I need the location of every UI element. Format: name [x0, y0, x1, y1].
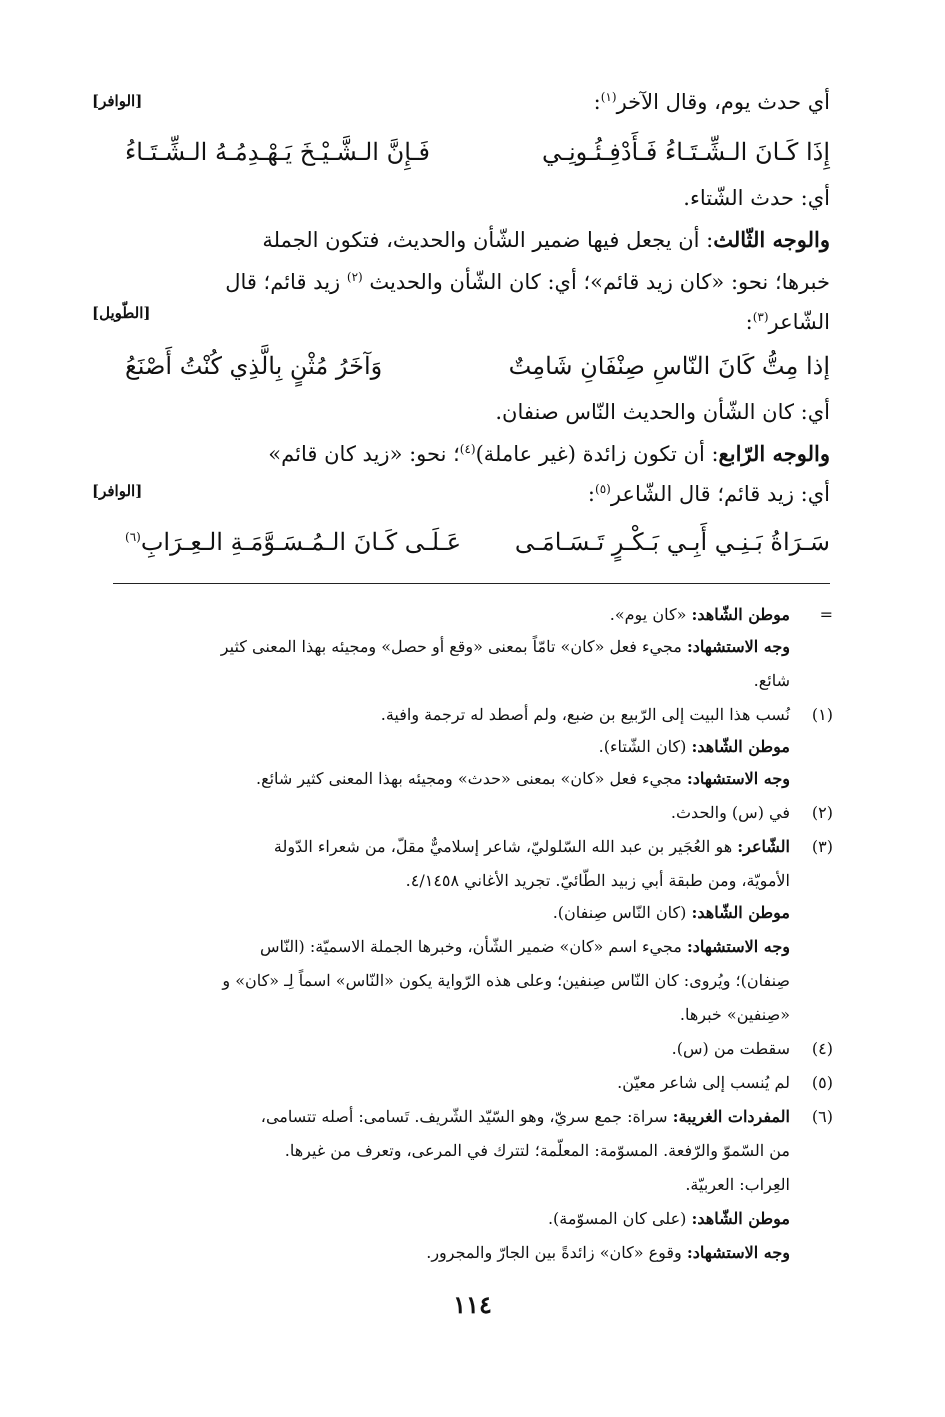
footnote-line: المفردات الغريبة: سراة: جمع سريّ، وهو السّيّد الشّريف. تَسامى: أصله تتسامى،	[260, 1107, 790, 1126]
footnote-ref[interactable]: (٣)	[752, 310, 769, 324]
footnote-line: شائع.	[753, 671, 790, 690]
footnote-number: (٣)	[811, 837, 833, 856]
footnote-line: موطن الشّاهد: «كان يوم».	[609, 605, 790, 624]
section-heading: والوجه الثّالث	[713, 227, 830, 252]
verse-hemistich-first: سَـرَاةُ بَـنِـي أَبِـي بَـكْـرٍ تَـسَـامَـى	[514, 528, 830, 556]
footnote-line: وجه الاستشهاد: مجيء فعل «كان» تامّاً بمعنى «وقع أو حصل» ومجيئه بهذا المعنى كثير	[220, 637, 790, 656]
footnote-number: (١)	[811, 705, 833, 724]
footnote-line: نُسب هذا البيت إلى الرّبيع بن ضبع، ولم أصطد له ترجمة وافية.	[380, 705, 790, 724]
verse-hemistich-first: إِذَا كَـانَ الـشِّـتَـاءُ فَـأَدْفِـئُـونِـي	[541, 138, 830, 166]
footnote-number: (٥)	[811, 1073, 833, 1092]
footnote-line: وجه الاستشهاد: مجيء اسم «كان» ضمير الشّأن، وخبرها الجملة الاسميّة: (النّاس	[259, 937, 790, 956]
footnote-line: سقطت من (س).	[671, 1039, 790, 1058]
verse-hemistich-first: إذا مِتُّ كَانَ النّاسِ صِنْفَانِ شَامِتٌ	[508, 352, 830, 380]
footnote-separator	[113, 583, 830, 584]
footnote-ref[interactable]: (٥)	[595, 482, 611, 496]
footnote-line: موطن الشّاهد: (كان الشّتاء).	[598, 737, 790, 756]
footnote-line: موطن الشّاهد: (كان النّاس صِنفان).	[552, 903, 790, 922]
footnote-line: العِراب: العربيّة.	[685, 1175, 790, 1194]
footnote-line: في (س) والحدث.	[670, 803, 790, 822]
paragraph-fourth-aspect-line-1: والوجه الرّابع: أن تكون زائدة (غير عاملة)$^{(٤)}$؛ نحو: «زيد كان قائم»	[268, 441, 830, 466]
verse-hemistich-second: عَـلَـى كَـانَ الـمُـسَـوَّمَـةِ الـعِـرَابِ$^{(٦)}$	[125, 528, 462, 556]
footnote-number: (٦)	[811, 1107, 833, 1126]
footnote-line: «صِنفين» خبرها.	[679, 1005, 790, 1024]
meter-label: [الطّويل]	[92, 304, 151, 322]
footnote-line: الأمويّة، ومن طبقة أبي زبيد الطّائيّ. تجريد الأغاني ٤/١٤٥٨.	[405, 871, 790, 890]
footnote-number: (٢)	[811, 803, 833, 822]
paragraph-third-aspect-line-1: والوجه الثّالث: أن يجعل فيها ضمير الشّأن والحديث، فتكون الجملة	[262, 227, 830, 252]
meter-label: [الوافر]	[92, 482, 143, 500]
paragraph-fourth-aspect-line-2: أي: زيد قائم؛ قال الشّاعر$^{(٥)}$:	[587, 482, 830, 506]
body-line-2: أي: حدث الشّتاء.	[683, 186, 830, 210]
footnote-line: الشّاعر: هو العُجَير بن عبد الله السّلوليّ، شاعر إسلاميٌّ مقلّ، من شعراء الدّولة	[273, 837, 790, 856]
paragraph-third-aspect-line-3: الشّاعر$^{(٣)}$:	[745, 310, 830, 334]
footnote-line: لم يُنسب إلى شاعر معيّن.	[617, 1073, 790, 1092]
page-number: ١١٤	[453, 1290, 492, 1319]
footnote-ref[interactable]: (٤)	[459, 442, 476, 456]
footnote-ref[interactable]: (١)	[600, 90, 617, 104]
footnote-ref[interactable]: (٦)	[125, 530, 141, 544]
body-line-1: أي حدث يوم، وقال الآخر$^{(١)}$:	[593, 90, 830, 114]
section-heading: والوجه الرّابع	[718, 441, 830, 466]
paragraph-third-aspect-line-2: خبرها؛ نحو: «كان زيد قائم»؛ أي: كان الشّأن والحديث $^{(٢)}$ زيد قائم؛ قال	[225, 270, 830, 294]
footnote-line: وجه الاستشهاد: وقوع «كان» زائدةً بين الجارّ والمجرور.	[426, 1243, 790, 1262]
footnote-line: من السّموّ والرّفعة. المسوّمة: المعلّمة؛ لتترك في المرعى، وتعرف من غيرها.	[284, 1141, 790, 1160]
footnote-number: (٤)	[811, 1039, 833, 1058]
verse-hemistich-second: فَـإِنَّ الـشَّـيْـخَ يَـهْـدِمُـهُ الـشِّـتَـاءُ	[125, 138, 431, 166]
footnote-ref[interactable]: (٢)	[346, 270, 363, 284]
footnote-line: وجه الاستشهاد: مجيء فعل «كان» بمعنى «حدث» ومجيئه بهذا المعنى كثير شائع.	[256, 769, 790, 788]
footnote-line: موطن الشّاهد: (على كان المسوّمة).	[547, 1209, 790, 1228]
meter-label: [الوافر]	[92, 92, 143, 110]
continuation-mark: =	[819, 605, 833, 624]
body-line-4: أي: كان الشّأن والحديث النّاس صنفان.	[495, 400, 830, 424]
footnote-line: صِنفان)؛ ويُروى: كان النّاس صِنفين؛ وعلى هذه الرّواية يكون «النّاس» اسماً لِـ «كان» و	[222, 971, 790, 990]
verse-hemistich-second: وَآخَرُ مُثْنٍ بِالَّذِي كُنْتُ أَصْنَعُ	[125, 352, 383, 380]
